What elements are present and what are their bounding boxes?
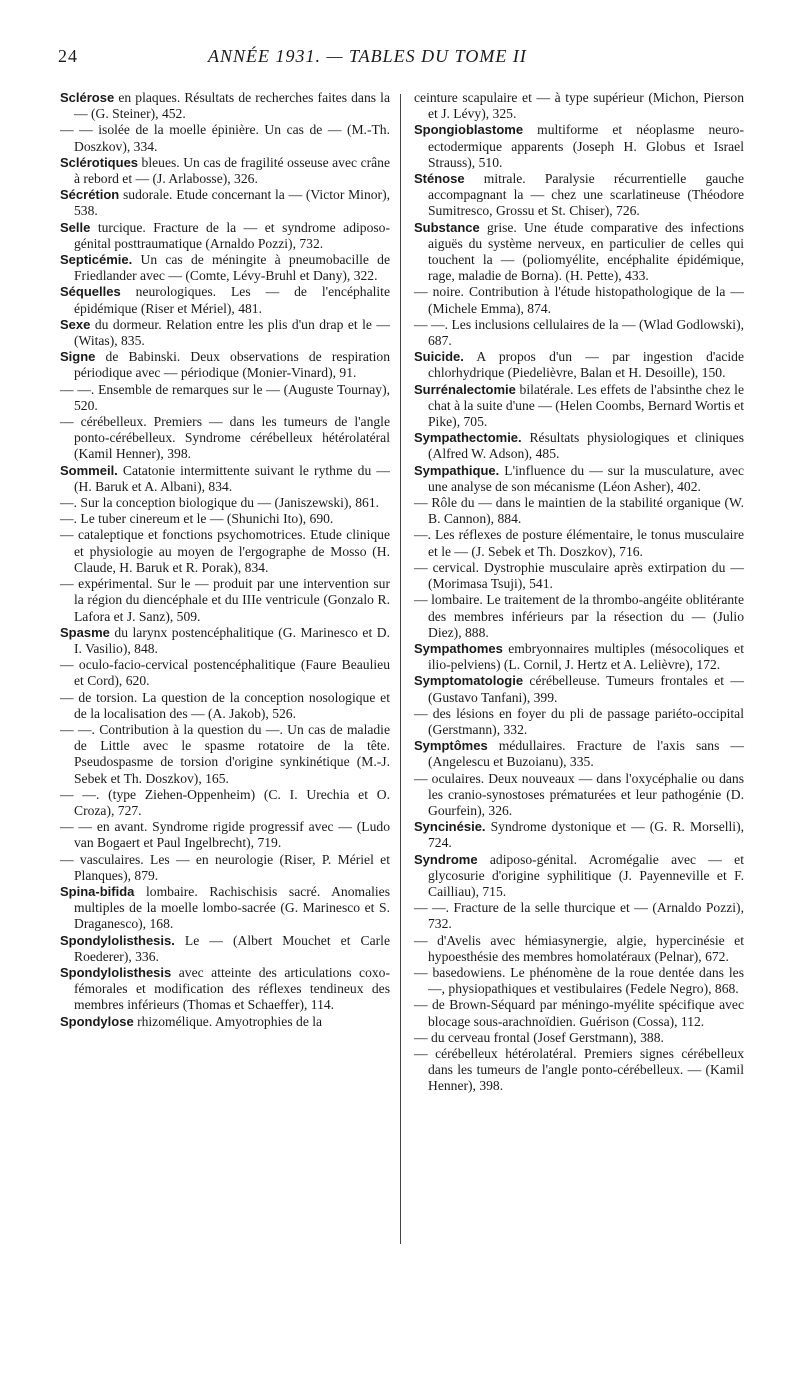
entry-text: — cervical. Dystrophie musculaire après extirpation du — (Morimasa Tsuji), 541. xyxy=(414,559,744,592)
entry-text: du larynx postencéphalitique (G. Marinesco et D. I. Vasilio), 848. xyxy=(74,624,390,656)
index-entry xyxy=(60,884,390,933)
entry-headword: Spasme xyxy=(60,624,110,640)
index-entry xyxy=(60,122,390,154)
index-entry xyxy=(414,1030,744,1046)
entry-text: bilatérale. Les effets de l'absinthe chez le chat à la suite d'une — (Helen Coombs, Bernard Wortis et Pike), 705. xyxy=(428,381,744,430)
entry-headword: Spondylose xyxy=(60,1013,134,1029)
entry-headword: Sténose xyxy=(414,171,465,187)
index-entry xyxy=(60,414,390,463)
entry-headword: Spondylolisthesis. xyxy=(60,932,175,948)
entry-text: —. Sur la conception biologique du — (Janiszewski), 861. xyxy=(60,495,380,511)
index-entry xyxy=(414,1046,744,1095)
entry-headword: Septicémie. xyxy=(60,252,133,268)
index-entry xyxy=(60,511,390,527)
entry-headword: Spongioblastome xyxy=(414,122,524,138)
page-header xyxy=(58,46,780,74)
index-entry xyxy=(414,284,744,316)
index-entry xyxy=(414,997,744,1029)
entry-text: — oculaires. Deux nouveaux — dans l'oxycéphalie ou dans les cranio-synostoses prématurées et leur pathogénie (D. Gourfein), 326. xyxy=(414,770,744,818)
entry-text: médullaires. Fracture de l'axis sans — (Angelescu et Buzoianu), 335. xyxy=(428,738,744,770)
entry-headword: Syndrome xyxy=(414,851,478,867)
index-entry xyxy=(60,187,390,219)
index-entry xyxy=(414,965,744,997)
index-entry xyxy=(60,787,390,819)
index-entry xyxy=(414,220,744,285)
index-entry xyxy=(60,965,390,1014)
index-entry xyxy=(414,317,744,349)
entry-text: L'influence du — sur la musculature, avec une analyse de son mécanisme (Léon Asher), 402. xyxy=(428,462,744,494)
entry-headword: Séquelles xyxy=(60,284,121,300)
entry-text: de Babinski. Deux observations de respiration périodique avec — périodique (Monier-Vinard), 91. xyxy=(74,349,390,381)
entry-headword: Spina-bifida xyxy=(60,883,135,899)
entry-text: — cérébelleux. Premiers — dans les tumeurs de l'angle ponto-cérébelleux. Syndrome cérébelleux hétérolatéral (Kamil Henner), 398. xyxy=(60,414,390,462)
index-entry xyxy=(414,592,744,641)
index-entry xyxy=(60,284,390,316)
entry-text: — — isolée de la moelle épinière. Un cas de — (M.-Th. Doszkov), 334. xyxy=(60,122,390,154)
entry-text: Résultats physiologiques et cliniques (Alfred W. Adson), 485. xyxy=(428,430,744,462)
entry-text: cérébelleuse. Tumeurs frontales et — (Gustavo Tanfani), 399. xyxy=(428,673,744,705)
entry-headword: Signe xyxy=(60,349,96,365)
entry-text: — —. (type Ziehen-Oppenheim) (C. I. Urechia et O. Croza), 727. xyxy=(60,786,390,818)
index-column-right xyxy=(414,90,744,1095)
index-entry xyxy=(414,933,744,965)
entry-text: A propos d'un — par ingestion d'acide chlorhydrique (Piedelièvre, Balan et H. Desoille), 150. xyxy=(428,349,744,381)
index-entry xyxy=(60,933,390,965)
entry-headword: Spondylolisthesis xyxy=(60,964,172,980)
index-entry xyxy=(60,349,390,381)
entry-text: Un cas de méningite à pneumobacille de Friedlander avec — (Comte, Lévy-Bruhl et Dany), 322. xyxy=(74,252,390,284)
entry-headword: Sympathomes xyxy=(414,640,503,656)
entry-text: — —. Ensemble de remarques sur le — (Auguste Tournay), 520. xyxy=(60,381,390,413)
entry-headword: Surrénalectomie xyxy=(414,381,516,397)
index-entry xyxy=(414,771,744,820)
entry-headword: Syncinésie. xyxy=(414,819,486,835)
index-entry xyxy=(414,641,744,673)
entry-headword: Sclérotiques xyxy=(60,154,139,170)
index-entry xyxy=(414,673,744,705)
entry-text: — —. Fracture de la selle thurcique et — (Arnaldo Pozzi), 732. xyxy=(414,900,744,932)
index-entry xyxy=(60,220,390,252)
column-divider xyxy=(400,94,401,1244)
entry-headword: Symptomatologie xyxy=(414,673,524,689)
entry-text: — — en avant. Syndrome rigide progressif avec — (Ludo van Bogaert et Paul Ingelbrecht), 719. xyxy=(60,819,390,851)
entry-text: multiforme et néoplasme neuro-ectodermique apparents (Joseph H. Globus et Israel Strauss), 510. xyxy=(428,122,744,170)
index-entry xyxy=(414,738,744,770)
entry-text: — vasculaires. Les — en neurologie (Riser, P. Mériel et Planques), 879. xyxy=(60,851,390,883)
entry-text: — du cerveau frontal (Josef Gerstmann), 388. xyxy=(414,1029,664,1045)
entry-text: — oculo-facio-cervical postencéphalitique (Faure Beaulieu et Cord), 620. xyxy=(60,657,390,689)
entry-headword: Selle xyxy=(60,219,91,235)
entry-headword: Sympathectomie. xyxy=(414,430,522,446)
index-entry xyxy=(60,722,390,787)
index-entry xyxy=(414,349,744,381)
entry-headword: Sympathique. xyxy=(414,462,500,478)
entry-text: sudorale. Etude concernant la — (Victor Minor), 538. xyxy=(74,187,390,219)
index-entry xyxy=(60,690,390,722)
entry-headword: Sécrétion xyxy=(60,187,120,203)
entry-text: lombaire. Rachischisis sacré. Anomalies multiples de la moelle lombo-sacrée (G. Marinesco et S. Draganesco), 168. xyxy=(74,883,390,932)
entry-text: —. Les réflexes de posture élémentaire, le tonus musculaire et le — (J. Sebek et Th. Doszkov), 716. xyxy=(414,527,744,559)
index-entry xyxy=(414,560,744,592)
index-entry xyxy=(60,625,390,657)
running-title: ANNÉE 1931. — TABLES DU TOME II xyxy=(208,46,527,66)
entry-text: adiposo-génital. Acromégalie avec — et glycosurie d'origine syphilitique (J. Payenneville et F. Cailliau), 715. xyxy=(428,851,744,899)
index-entry xyxy=(60,576,390,625)
entry-headword: Symptômes xyxy=(414,738,488,754)
entry-headword: Suicide. xyxy=(414,349,464,365)
entry-headword: Sclérose xyxy=(60,90,115,105)
index-entry xyxy=(60,527,390,576)
index-entry xyxy=(414,171,744,220)
entry-text: — lombaire. Le traitement de la thrombo-angéite oblitérante des membres inférieurs par la résection du — (Julio Diez), 888. xyxy=(414,592,744,640)
entry-text: — d'Avelis avec hémiasynergie, algie, hypercinésie et hypoesthésie des membres homolatéraux (Pelnar), 672. xyxy=(414,932,744,964)
entry-text: mitrale. Paralysie récurrentielle gauche accompagnant la — chez une scarlatineuse (Théodore Sumitresco, Grossu et St. Chiser), 726. xyxy=(428,171,744,219)
index-entry xyxy=(60,495,390,511)
entry-text: embryonnaires multiples (mésocoliques et ilio-pelviens) (L. Cornil, J. Hertz et A. Lelièvre), 172. xyxy=(428,640,744,673)
index-entry xyxy=(60,852,390,884)
index-entry xyxy=(60,1014,390,1030)
index-entry xyxy=(414,495,744,527)
index-entry xyxy=(60,463,390,495)
entry-text: Catatonie intermittente suivant le rythme du — (H. Baruk et A. Albani), 834. xyxy=(74,462,390,494)
index-entry xyxy=(60,382,390,414)
index-entry xyxy=(414,706,744,738)
index-entry xyxy=(60,317,390,349)
index-entry xyxy=(60,252,390,284)
index-entry xyxy=(60,819,390,851)
entry-text: — de Brown-Séquard par méningo-myélite spécifique avec blocage sous-arachnoïdien. Guérison (Cossa), 112. xyxy=(414,997,744,1029)
entry-text: Syndrome dystonique et — (G. R. Morselli), 724. xyxy=(428,819,744,851)
index-entry xyxy=(414,900,744,932)
entry-text: —. Le tuber cinereum et le — (Shunichi Ito), 690. xyxy=(60,511,334,527)
entry-text: Le — (Albert Mouchet et Carle Roederer), 336. xyxy=(74,932,390,964)
entry-text: — cataleptique et fonctions psychomotrices. Etude clinique et physiologie au moyen de l'ergographe de Mosso (H. Claude, H. Baruk et R. Porak), 834. xyxy=(60,527,390,575)
index-entry xyxy=(414,122,744,171)
index-entry xyxy=(414,819,744,851)
entry-headword: Sexe xyxy=(60,316,91,332)
index-entry xyxy=(414,90,744,122)
entry-text: — —. Contribution à la question du —. Un cas de maladie de Little avec le spasme rotatoire de la tête. Pseudospasme de torsion d'origine synkinétique (M.-J. Sebek et Th. Doszkov), 165. xyxy=(60,721,390,786)
index-entry xyxy=(60,155,390,187)
entry-text: — cérébelleux hétérolatéral. Premiers signes cérébelleux dans les tumeurs de l'angle ponto-cérébelleux. — (Kamil Henner), 398. xyxy=(414,1045,744,1094)
entry-text: — de torsion. La question de la conception nosologique et de la localisation des — (A. Jakob), 526. xyxy=(60,689,390,721)
entry-headword: Sommeil. xyxy=(60,462,118,478)
entry-text: ceinture scapulaire et — à type supérieur (Michon, Pierson et J. Lévy), 325. xyxy=(414,90,744,122)
entry-text: — Rôle du — dans le maintien de la stabilité organique (W. B. Cannon), 884. xyxy=(414,495,744,527)
entry-text: du dormeur. Relation entre les plis d'un drap et le — (Witas), 835. xyxy=(74,316,390,349)
entry-text: grise. Une étude comparative des infections aiguës du système nerveux, en particulier de celles qui touchent la — (poliomyélite, encéphalite épidémique, rage, maladie de Borna). (H. Pette), 433. xyxy=(428,219,744,284)
index-entry xyxy=(414,527,744,559)
entry-text: — basedowiens. Le phénomène de la roue dentée dans les —, physiopathiques et vestibulaires (Fedele Negro), 868. xyxy=(414,964,744,997)
entry-text: — des lésions en foyer du pli de passage pariéto-occipital (Gerstmann), 332. xyxy=(414,705,744,737)
index-column-left xyxy=(60,90,390,1030)
index-entry xyxy=(60,657,390,689)
index-entry xyxy=(414,382,744,431)
entry-text: rhizomélique. Amyotrophies de la xyxy=(133,1013,323,1029)
index-entry xyxy=(414,430,744,462)
entry-text: avec atteinte des articulations coxo-fémorales et modification des réflexes tendineux des membres inférieurs (Thomas et Schaeffer), 114. xyxy=(74,964,390,1013)
entry-text: turcique. Fracture de la — et syndrome adiposo-génital posttraumatique (Arnaldo Pozzi), 732. xyxy=(74,219,390,251)
entry-text: — —. Les inclusions cellulaires de la — (Wlad Godlowski), 687. xyxy=(414,316,744,349)
index-entry xyxy=(60,90,390,122)
page-number: 24 xyxy=(58,46,78,66)
entry-text: — noire. Contribution à l'étude histopathologique de la — (Michele Emma), 874. xyxy=(414,284,744,316)
entry-text: neurologiques. Les — de l'encéphalite épidémique (Riser et Mériel), 481. xyxy=(74,284,390,316)
index-entry xyxy=(414,463,744,495)
entry-text: — expérimental. Sur le — produit par une intervention sur la région du diencéphale et du IIIe ventricule (Gonzalo R. Lafora et J. Sanz), 509. xyxy=(60,576,390,624)
entry-text: bleues. Un cas de fragilité osseuse avec crâne à rebord et — (J. Arlabosse), 326. xyxy=(74,154,390,187)
index-entry xyxy=(414,852,744,901)
entry-headword: Substance xyxy=(414,219,480,235)
entry-text: en plaques. Résultats de recherches faites dans la — (G. Steiner), 452. xyxy=(74,90,390,122)
